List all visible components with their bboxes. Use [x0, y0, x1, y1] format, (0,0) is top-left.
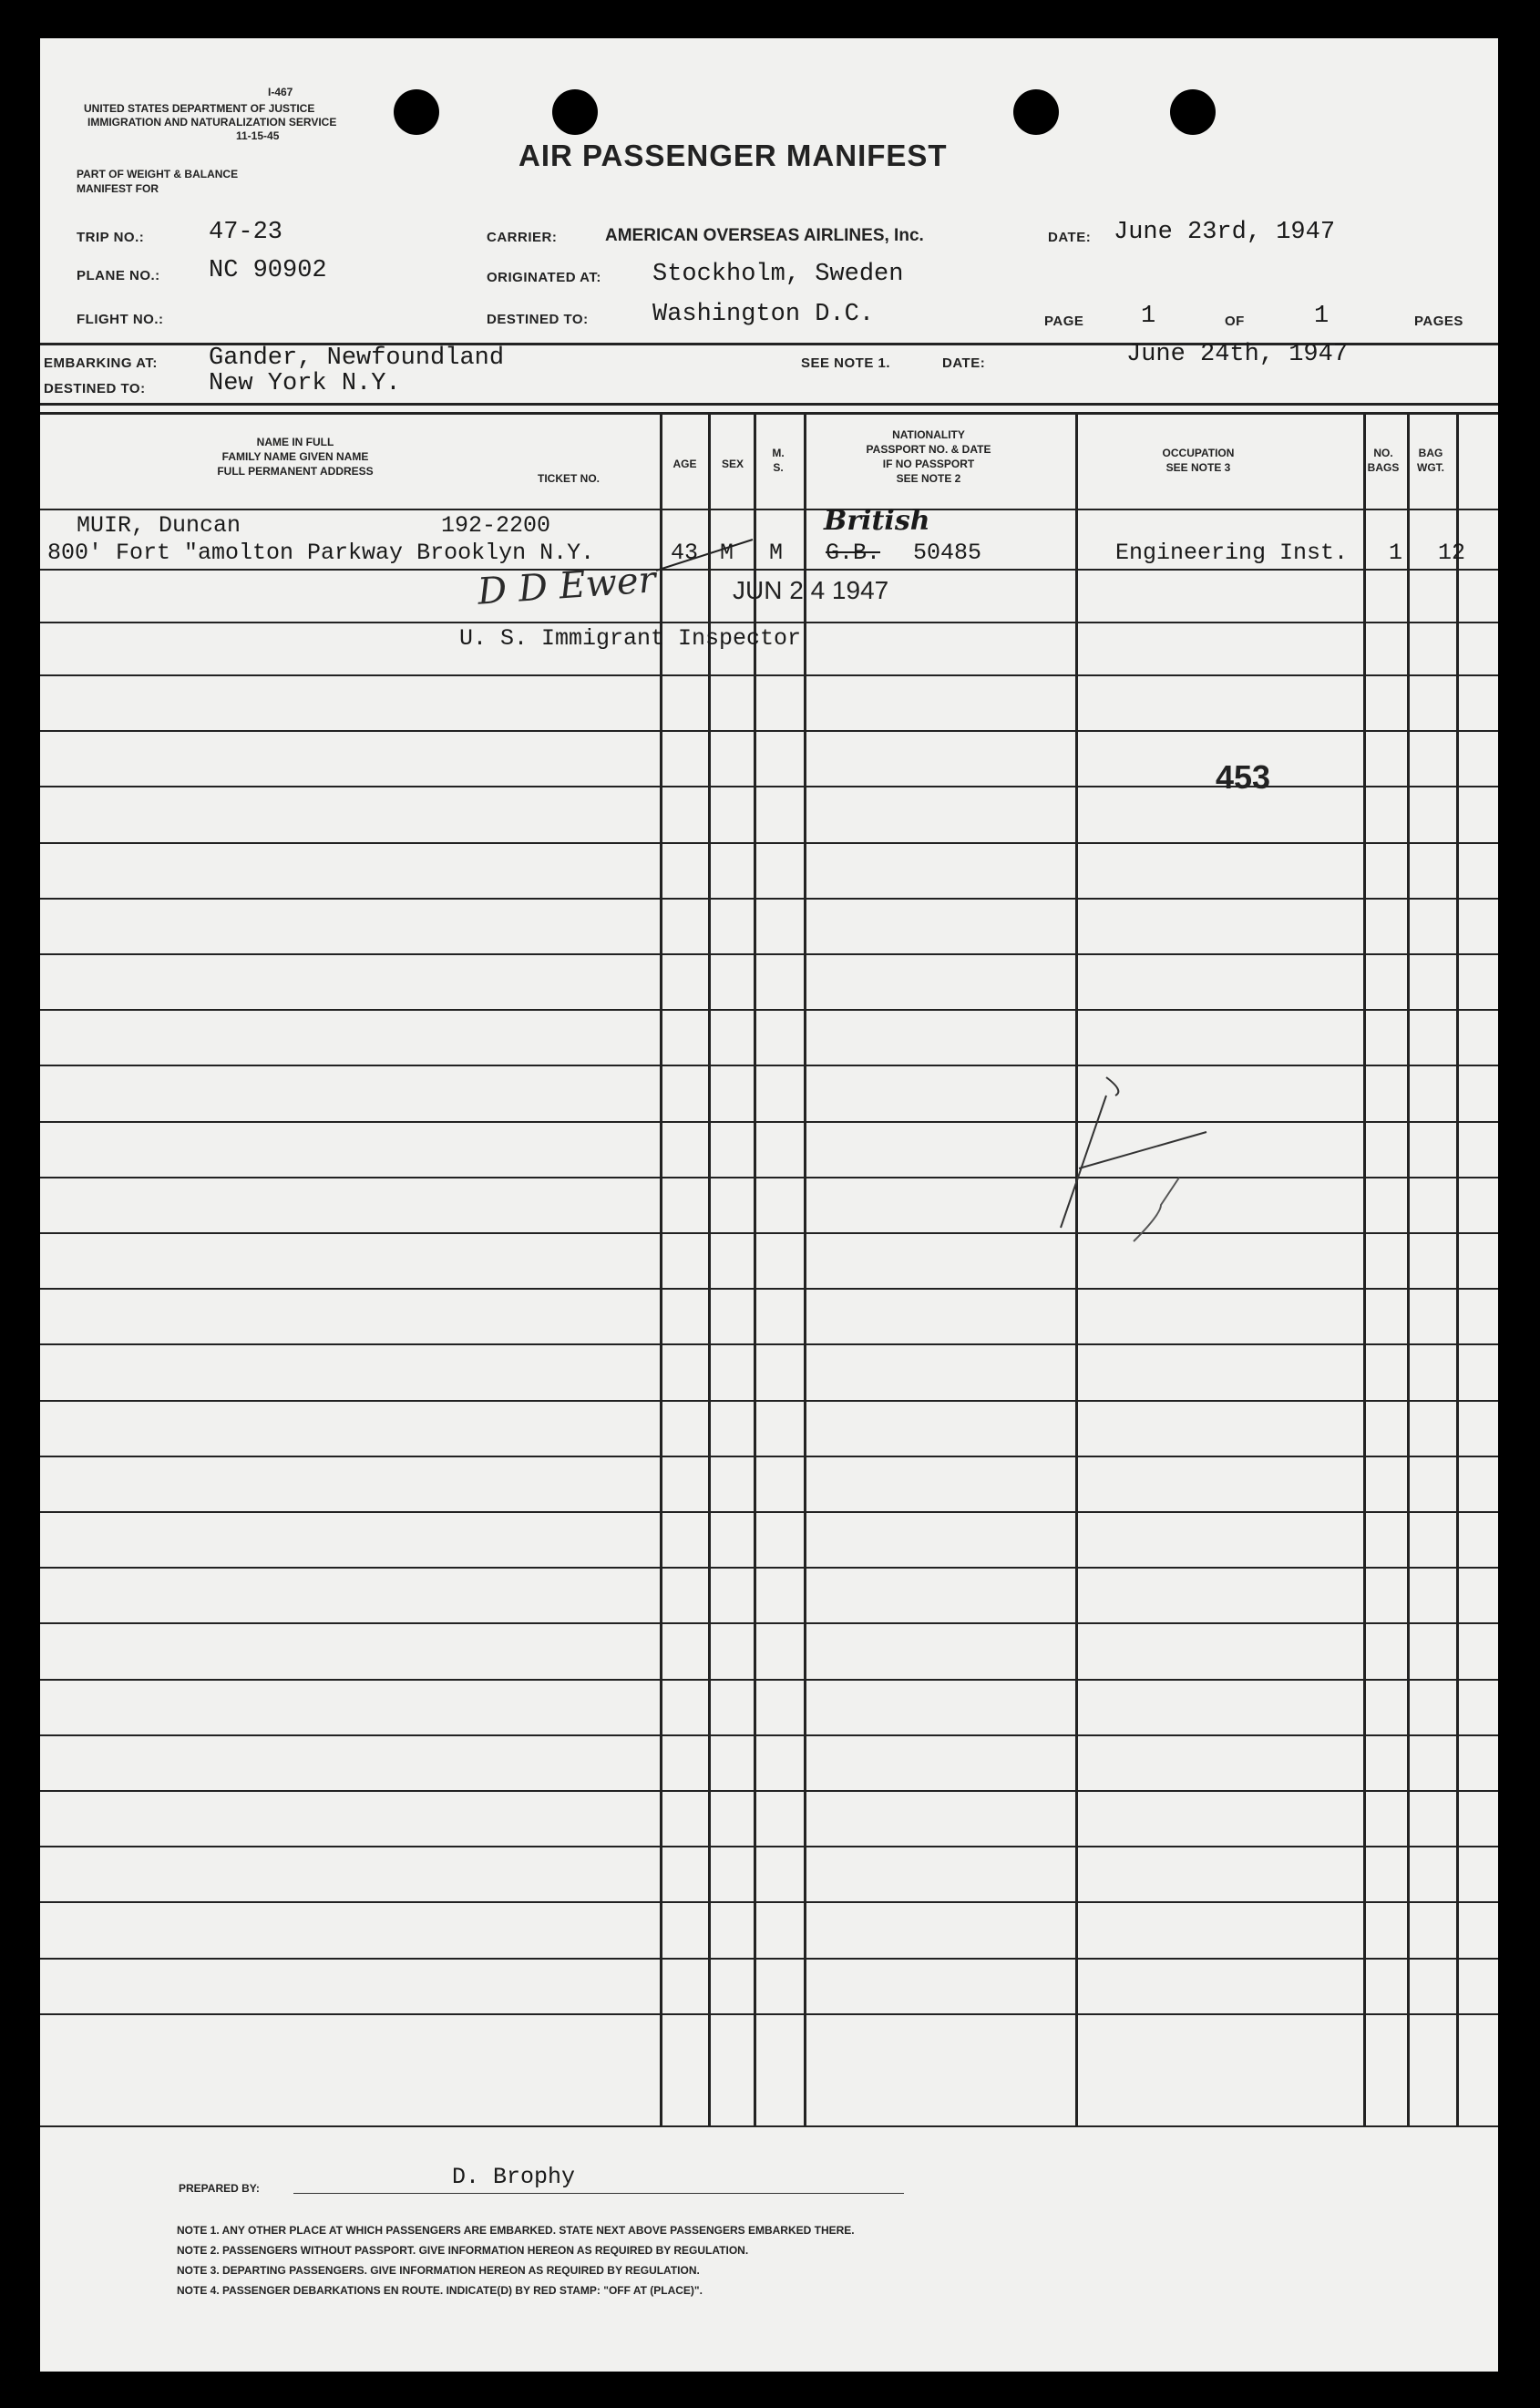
table-row-line	[40, 1901, 1498, 1903]
inspector-title: U. S. Immigrant Inspector	[459, 625, 802, 652]
embarking-label: EMBARKING AT:	[44, 355, 158, 371]
check-mark-icon	[652, 536, 762, 572]
originated-value: Stockholm, Sweden	[652, 261, 904, 288]
table-row-line	[40, 1679, 1498, 1681]
table-column-line	[1407, 414, 1410, 2125]
note-4: NOTE 4. PASSENGER DEBARKATIONS EN ROUTE. INDICATE(D) BY RED STAMP: "OFF AT (PLACE)".	[177, 2284, 703, 2297]
table-row-line	[40, 2013, 1498, 2015]
col-header-bags: BAGS	[1367, 461, 1400, 474]
passenger-weight: 12	[1438, 540, 1466, 566]
passenger-name: MUIR, Duncan	[77, 512, 241, 539]
trip-no-label: TRIP NO.:	[77, 230, 145, 245]
passenger-address: 800' Fort "amolton Parkway Brooklyn N.Y.	[47, 540, 595, 566]
date-label: DATE:	[1048, 230, 1092, 245]
col-header-address: FULL PERMANENT ADDRESS	[217, 465, 374, 478]
col-header-nationality: NATIONALITY	[892, 428, 965, 441]
col-header-bags: NO.	[1373, 447, 1393, 459]
service-name: IMMIGRATION AND NATURALIZATION SERVICE	[87, 116, 337, 129]
table-row-line	[40, 1846, 1498, 1847]
col-header-see-note-2: SEE NOTE 2	[896, 472, 961, 485]
of-value: 1	[1314, 303, 1330, 330]
see-note-1: SEE NOTE 1.	[801, 355, 891, 371]
punch-hole	[552, 89, 598, 135]
col-header-weight: BAG	[1418, 447, 1443, 459]
table-column-line	[1075, 414, 1078, 2125]
inspection-stamp-date: JUN 2 4 1947	[733, 576, 889, 604]
passenger-sex: M	[720, 540, 734, 566]
table-row-line	[40, 1567, 1498, 1569]
page-value: 1	[1141, 303, 1156, 330]
table-row-line	[40, 1177, 1498, 1178]
embark-date-value: June 24th, 1947	[1126, 341, 1349, 368]
trip-no-value: 47-23	[209, 219, 283, 246]
pages-label: PAGES	[1414, 314, 1463, 329]
of-label: OF	[1225, 314, 1245, 329]
manifest-sheet	[40, 38, 1498, 2372]
pencil-mark-icon	[1024, 1023, 1252, 1250]
table-row-line	[40, 1734, 1498, 1736]
table-column-line	[1456, 414, 1459, 2125]
table-column-line	[804, 414, 806, 2125]
passenger-bags: 1	[1389, 540, 1403, 566]
page-annotation-number: 453	[1216, 758, 1271, 796]
part-of-label: PART OF WEIGHT & BALANCE	[77, 168, 239, 180]
table-row-line	[40, 1511, 1498, 1513]
col-header-ms: S.	[773, 461, 784, 474]
col-header-occupation: OCCUPATION	[1162, 447, 1235, 459]
embark-destined-value: New York N.Y.	[209, 370, 401, 397]
col-header-weight: WGT.	[1417, 461, 1444, 474]
embarking-value: Gander, Newfoundland	[209, 345, 505, 372]
table-column-line	[660, 414, 662, 2125]
table-row-line	[40, 730, 1498, 732]
table-row-line	[40, 1232, 1498, 1234]
form-number: I-467	[268, 86, 293, 98]
plane-no-label: PLANE NO.:	[77, 268, 160, 283]
col-header-name-parts: FAMILY NAME GIVEN NAME	[221, 450, 369, 463]
punch-hole	[1170, 89, 1216, 135]
table-column-line	[708, 414, 711, 2125]
passenger-passport: 50485	[913, 540, 982, 566]
embark-date-label: DATE:	[942, 355, 986, 371]
table-row-line	[40, 842, 1498, 844]
punch-hole	[394, 89, 439, 135]
page-label: PAGE	[1044, 314, 1084, 329]
date-value: June 23rd, 1947	[1114, 219, 1336, 246]
plane-no-value: NC 90902	[209, 257, 327, 284]
table-row-line	[40, 1288, 1498, 1290]
col-header-see-note-3: SEE NOTE 3	[1165, 461, 1231, 474]
form-date: 11-15-45	[236, 129, 280, 142]
flight-no-label: FLIGHT NO.:	[77, 312, 164, 327]
note-1: NOTE 1. ANY OTHER PLACE AT WHICH PASSENGERS ARE EMBARKED. STATE NEXT ABOVE PASSENGERS EMBARKED THERE.	[177, 2224, 855, 2237]
manifest-for-label: MANIFEST FOR	[77, 182, 159, 195]
table-row-line	[40, 1456, 1498, 1457]
divider	[40, 412, 1498, 415]
col-header-name: NAME IN FULL	[256, 436, 334, 448]
punch-hole	[1013, 89, 1059, 135]
table-row-line	[40, 569, 1498, 571]
table-row-line	[40, 1790, 1498, 1792]
note-2: NOTE 2. PASSENGERS WITHOUT PASSPORT. GIVE INFORMATION HEREON AS REQUIRED BY REGULATION.	[177, 2244, 749, 2257]
col-header-ticket: TICKET NO.	[538, 472, 600, 485]
col-header-ms: M.	[772, 447, 785, 459]
table-row-line	[40, 674, 1498, 676]
embark-destined-label: DESTINED TO:	[44, 381, 146, 396]
table-column-line	[1363, 414, 1366, 2125]
passenger-ticket: 192-2200	[441, 512, 551, 539]
table-row-line	[40, 1958, 1498, 1960]
table-row-line	[40, 1009, 1498, 1011]
table-row-line	[40, 1343, 1498, 1345]
col-header-age: AGE	[672, 458, 697, 470]
table-row-line	[40, 1400, 1498, 1402]
carrier-label: CARRIER:	[487, 230, 558, 245]
table-row-line	[40, 1121, 1498, 1123]
note-3: NOTE 3. DEPARTING PASSENGERS. GIVE INFORMATION HEREON AS REQUIRED BY REGULATION.	[177, 2264, 700, 2277]
prepared-by-label: PREPARED BY:	[179, 2182, 260, 2195]
destined-value: Washington D.C.	[652, 301, 875, 328]
divider	[40, 403, 1498, 406]
table-row-line	[40, 622, 1498, 623]
table-row-line	[40, 1622, 1498, 1624]
destined-label: DESTINED TO:	[487, 312, 589, 327]
col-header-passport: PASSPORT NO. & DATE	[866, 443, 991, 456]
table-column-line	[754, 414, 756, 2125]
table-row-line	[40, 786, 1498, 787]
col-header-sex: SEX	[721, 458, 744, 470]
inspector-signature: D D Ewer	[476, 559, 658, 613]
passenger-nationality: British	[824, 505, 930, 537]
passenger-occupation: Engineering Inst.	[1115, 540, 1349, 566]
passenger-marital: M	[769, 540, 784, 566]
table-row-line	[40, 509, 1498, 510]
department-name: UNITED STATES DEPARTMENT OF JUSTICE	[84, 102, 315, 115]
col-header-no-passport: IF NO PASSPORT	[882, 458, 975, 470]
table-row-line	[40, 1065, 1498, 1066]
table-row-line	[40, 953, 1498, 955]
passenger-age: 43	[671, 540, 699, 566]
passenger-nationality-struck: G.B.	[826, 540, 881, 566]
table-row-line	[40, 2125, 1498, 2127]
page-title: AIR PASSENGER MANIFEST	[518, 139, 948, 172]
table-row-line	[40, 898, 1498, 900]
prepared-by-value: D. Brophy	[452, 2164, 576, 2190]
prepared-by-line	[293, 2193, 904, 2194]
carrier-value: AMERICAN OVERSEAS AIRLINES, Inc.	[605, 226, 924, 245]
originated-label: ORIGINATED AT:	[487, 270, 601, 285]
